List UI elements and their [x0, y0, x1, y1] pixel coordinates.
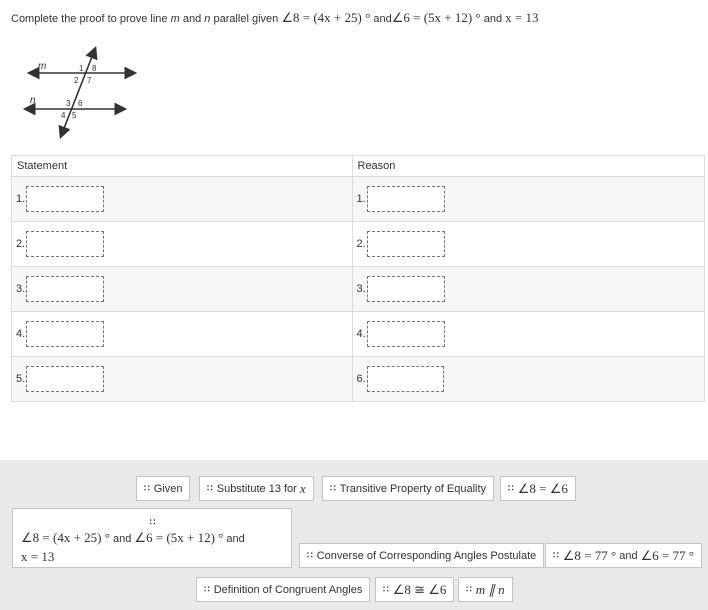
angle-label-7: 7 — [87, 76, 92, 85]
row-number: 2. — [16, 238, 26, 250]
drag-handle-icon: ∷ — [508, 483, 513, 493]
reason-drop-zone[interactable] — [367, 321, 445, 347]
question-angle8: ∠8 = (4x + 25) ° — [281, 10, 371, 25]
row-number: 5. — [16, 373, 26, 385]
row-number: 3. — [356, 283, 366, 295]
angle-label-8: 8 — [92, 64, 97, 73]
row-number: 6. — [356, 373, 366, 385]
chip-substitute[interactable] — [199, 476, 314, 501]
drag-handle-icon: ∷ — [144, 483, 149, 493]
chip-label: m ∥ n — [475, 581, 505, 597]
reason-drop-zone[interactable] — [367, 231, 445, 257]
chip-angle-values[interactable] — [545, 543, 702, 568]
drag-handle-icon: ∷ — [207, 483, 212, 493]
chip-line — [21, 548, 283, 567]
statement-drop-zone[interactable] — [26, 186, 104, 212]
chip-label: Transitive Property of Equality — [339, 482, 487, 495]
chip-congruent-angles[interactable] — [375, 577, 454, 602]
statement-cell — [12, 267, 353, 312]
row-number: 1. — [356, 193, 366, 205]
question-and: and — [373, 13, 392, 25]
question-x-value: x = 13 — [505, 10, 539, 25]
question-text — [11, 10, 538, 26]
statement-cell — [12, 357, 353, 402]
chip-line — [21, 529, 283, 548]
question-line-m: m — [170, 13, 180, 25]
drag-handle-icon: ∷ — [330, 483, 335, 493]
reason-drop-zone[interactable] — [367, 276, 445, 302]
drag-handle-icon: ∷ — [307, 550, 312, 560]
chip-label: Converse of Corresponding Angles Postulate — [316, 549, 537, 562]
chip-given-expressions[interactable] — [12, 508, 292, 568]
chip-transitive[interactable] — [322, 476, 494, 501]
chip-expression: ∠8 = 77 ° — [562, 547, 617, 563]
reason-cell — [352, 357, 705, 402]
table-row — [12, 312, 705, 357]
label-m: m — [38, 61, 47, 72]
question-angle6: ∠6 = (5x + 12) ° — [391, 10, 481, 25]
drag-handle-icon: ∷ — [553, 550, 558, 560]
statement-header: Statement — [12, 156, 353, 177]
table-row — [12, 357, 705, 402]
chip-parallel[interactable] — [458, 577, 513, 602]
chip-variable: x — [299, 480, 306, 496]
chip-expression: ∠6 = (5x + 12) ° — [134, 530, 224, 545]
reason-cell — [352, 267, 705, 312]
chip-congruent-definition[interactable] — [196, 577, 370, 602]
reason-cell — [352, 177, 705, 222]
chip-label: ∠8 = ∠6 — [517, 480, 568, 496]
angle-label-6: 6 — [78, 99, 83, 108]
reason-drop-zone[interactable] — [367, 366, 444, 392]
drag-handle-icon: ∷ — [204, 584, 209, 594]
row-number: 3. — [16, 283, 26, 295]
chip-and: and — [113, 533, 132, 545]
chip-and: and — [619, 549, 638, 562]
drag-handle-icon: ∷ — [149, 517, 155, 527]
angle-label-4: 4 — [61, 111, 66, 120]
statement-drop-zone[interactable] — [26, 366, 104, 392]
parallel-lines-diagram — [22, 44, 142, 140]
chip-label: Given — [153, 482, 183, 495]
chip-given[interactable] — [136, 476, 190, 501]
chip-angle-equal[interactable] — [500, 476, 576, 501]
table-row — [12, 267, 705, 312]
table-row — [12, 177, 705, 222]
reason-drop-zone[interactable] — [367, 186, 445, 212]
statement-cell — [12, 312, 353, 357]
statement-drop-zone[interactable] — [26, 321, 104, 347]
chip-label: Definition of Congruent Angles — [213, 583, 363, 596]
question-and: and — [483, 13, 503, 25]
reason-cell — [352, 312, 705, 357]
row-number: 1. — [16, 193, 26, 205]
chip-expression: ∠6 = 77 ° — [640, 547, 695, 563]
chip-and: and — [226, 533, 245, 545]
angle-label-1: 1 — [79, 64, 84, 73]
chip-label: Substitute 13 for — [216, 482, 297, 495]
reason-cell — [352, 222, 705, 267]
row-number: 2. — [356, 238, 366, 250]
statement-cell — [12, 177, 353, 222]
angle-label-5: 5 — [72, 111, 77, 120]
chip-label: ∠8 ≅ ∠6 — [392, 581, 447, 597]
angle-label-2: 2 — [74, 76, 79, 85]
statement-drop-zone[interactable] — [26, 276, 104, 302]
statement-cell — [12, 222, 353, 267]
reason-header: Reason — [352, 156, 705, 177]
drag-handle-icon: ∷ — [383, 584, 388, 594]
question-line-n: n — [204, 13, 211, 25]
question-middle: parallel given — [213, 13, 279, 25]
chip-converse[interactable] — [299, 543, 544, 568]
proof-table — [11, 155, 705, 402]
statement-drop-zone[interactable] — [26, 231, 104, 257]
row-number: 4. — [356, 328, 366, 340]
table-header-row — [12, 156, 705, 177]
table-row — [12, 222, 705, 267]
label-n: n — [30, 95, 36, 106]
transversal-line — [61, 49, 95, 136]
chip-expression: ∠8 = (4x + 25) ° — [21, 530, 110, 545]
question-and: and — [182, 13, 202, 25]
row-number: 4. — [16, 328, 26, 340]
drag-handle-icon: ∷ — [466, 584, 471, 594]
chip-expression: x = 13 — [21, 549, 55, 564]
question-prefix: Complete the proof to prove line — [11, 13, 168, 25]
angle-label-3: 3 — [66, 99, 71, 108]
